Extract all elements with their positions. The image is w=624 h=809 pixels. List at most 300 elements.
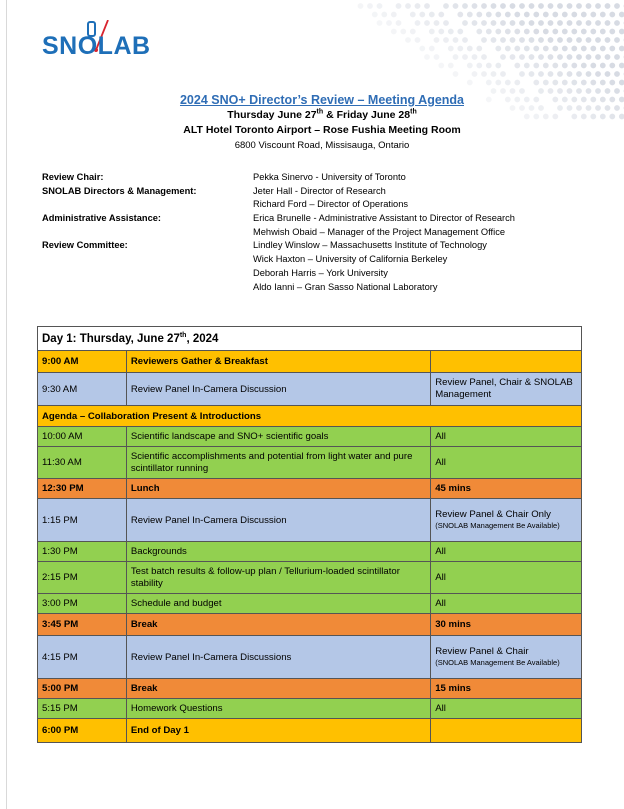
pattern-dot (519, 54, 525, 60)
pattern-dot (500, 54, 506, 60)
pattern-dot (557, 37, 563, 43)
pattern-dot (576, 20, 582, 26)
committee-row (42, 171, 582, 185)
day-header-row (38, 327, 582, 351)
pattern-dot (486, 80, 492, 86)
committee-row (42, 198, 582, 212)
pattern-dot (543, 63, 549, 69)
pattern-dot (481, 20, 487, 26)
item-cell: Scientific accomplishments and potential from light water and pure scintillator running (126, 447, 430, 479)
review-committee-list (42, 171, 582, 294)
snolab-logo (42, 20, 151, 64)
pattern-dot (419, 12, 425, 18)
pattern-dot (410, 29, 416, 35)
pattern-dot (453, 3, 459, 9)
pattern-dot (405, 37, 411, 43)
pattern-dot (491, 71, 497, 77)
pattern-dot (524, 29, 530, 35)
pattern-dot (529, 3, 535, 9)
pattern-dot (552, 63, 558, 69)
pattern-dot (415, 20, 421, 26)
pattern-dot (581, 63, 587, 69)
pattern-dot (590, 29, 596, 35)
time-cell: 2:15 PM (38, 562, 127, 594)
pattern-dot (543, 80, 549, 86)
pattern-dot (514, 29, 520, 35)
meeting-address: 6800 Viscount Road, Missisauga, Ontario (234, 140, 410, 151)
pattern-dot (590, 12, 596, 18)
item-cell: Review Panel In-Camera Discussion (126, 373, 430, 406)
committee-row (42, 267, 582, 281)
pattern-dot (429, 29, 435, 35)
pattern-dot (415, 3, 421, 9)
agenda-table (37, 326, 582, 743)
pattern-dot (600, 80, 606, 86)
pattern-dot (600, 46, 606, 52)
pattern-dot (619, 12, 624, 18)
pattern-dot (476, 46, 482, 52)
pattern-dot (614, 71, 620, 77)
pattern-dot (400, 29, 406, 35)
pattern-dot (424, 54, 430, 60)
pattern-dot (576, 37, 582, 43)
pattern-dot (453, 54, 459, 60)
duration-cell: 15 mins (431, 679, 582, 699)
attendee-cell: All (431, 562, 582, 594)
pattern-dot (529, 20, 535, 26)
pattern-dot (576, 71, 582, 77)
item-cell: Reviewers Gather & Breakfast (126, 351, 430, 373)
pattern-dot (510, 54, 516, 60)
pattern-dot (486, 29, 492, 35)
section-title: Agenda – Collaboration Present & Introductions (38, 406, 582, 427)
pattern-dot (605, 71, 611, 77)
committee-row (42, 253, 582, 267)
pattern-dot (614, 3, 620, 9)
pattern-dot (491, 37, 497, 43)
pattern-dot (533, 63, 539, 69)
logo-text: SNOLAB (42, 32, 151, 60)
pattern-dot (581, 12, 587, 18)
pattern-dot (505, 29, 511, 35)
pattern-dot (434, 20, 440, 26)
pattern-dot (567, 71, 573, 77)
person-name: Lindley Winslow – Massachusetts Institute of Technology (253, 240, 487, 251)
pattern-dot (571, 63, 577, 69)
table-row (38, 719, 582, 743)
table-row (38, 479, 582, 499)
time-cell: 5:00 PM (38, 679, 127, 699)
pattern-dot (500, 71, 506, 77)
pattern-dot (571, 12, 577, 18)
attendee-cell: All (431, 542, 582, 562)
pattern-dot (619, 63, 624, 69)
attendee-cell: All (431, 594, 582, 614)
pattern-dot (571, 29, 577, 35)
pattern-dot (457, 46, 463, 52)
pattern-dot (510, 37, 516, 43)
pattern-dot (581, 29, 587, 35)
pattern-dot (619, 29, 624, 35)
pattern-dot (519, 20, 525, 26)
pattern-dot (543, 12, 549, 18)
pattern-dot (486, 63, 492, 69)
time-cell: 9:00 AM (38, 351, 127, 373)
meeting-venue: ALT Hotel Toronto Airport – Rose Fushia Meeting Room (183, 124, 461, 136)
duration-cell: 30 mins (431, 614, 582, 636)
committee-row (42, 281, 582, 295)
pattern-dot (524, 46, 530, 52)
pattern-dot (505, 46, 511, 52)
pattern-dot (500, 37, 506, 43)
pattern-dot (443, 3, 449, 9)
role-label: SNOLAB Directors & Management: (42, 185, 197, 196)
pattern-dot (396, 3, 402, 9)
pattern-dot (609, 46, 615, 52)
person-name: Pekka Sinervo - University of Toronto (253, 172, 406, 182)
pattern-dot (557, 3, 563, 9)
item-cell: Break (126, 614, 430, 636)
pattern-dot (453, 71, 459, 77)
pattern-dot (476, 12, 482, 18)
pattern-dot (495, 29, 501, 35)
pattern-dot (605, 20, 611, 26)
pattern-dot (562, 46, 568, 52)
document-header (0, 92, 624, 153)
pattern-dot (443, 37, 449, 43)
pattern-dot (600, 12, 606, 18)
pattern-dot (567, 3, 573, 9)
item-cell: Review Panel In-Camera Discussions (126, 636, 430, 679)
pattern-dot (576, 54, 582, 60)
pattern-dot (619, 46, 624, 52)
item-cell: Scientific landscape and SNO+ scientific goals (126, 427, 430, 447)
person-name: Jeter Hall - Director of Research (253, 185, 386, 196)
pattern-dot (481, 3, 487, 9)
pattern-dot (476, 29, 482, 35)
time-cell: 9:30 AM (38, 373, 127, 406)
pattern-dot (586, 37, 592, 43)
pattern-dot (472, 54, 478, 60)
pattern-dot (567, 54, 573, 60)
time-cell: 12:30 PM (38, 479, 127, 499)
pattern-dot (481, 54, 487, 60)
pattern-dot (467, 12, 473, 18)
item-cell: Backgrounds (126, 542, 430, 562)
person-name: Deborah Harris – York University (253, 267, 388, 278)
attendee-cell: All (431, 447, 582, 479)
pattern-dot (495, 63, 501, 69)
pattern-dot (505, 80, 511, 86)
pattern-dot (600, 63, 606, 69)
pattern-dot (377, 3, 383, 9)
pattern-dot (519, 3, 525, 9)
time-cell: 1:30 PM (38, 542, 127, 562)
pattern-dot (481, 37, 487, 43)
attendee-cell (431, 719, 582, 743)
pattern-dot (557, 54, 563, 60)
pattern-dot (595, 54, 601, 60)
item-cell: End of Day 1 (126, 719, 430, 743)
pattern-dot (438, 63, 444, 69)
person-name: Mehwish Obaid – Manager of the Project Management Office (253, 226, 506, 237)
pattern-dot (434, 54, 440, 60)
time-cell: 4:15 PM (38, 636, 127, 679)
table-row (38, 447, 582, 479)
pattern-dot (533, 29, 539, 35)
pattern-dot (505, 12, 511, 18)
duration-cell: 45 mins (431, 479, 582, 499)
pattern-dot (562, 63, 568, 69)
pattern-dot (448, 46, 454, 52)
pattern-dot (529, 54, 535, 60)
pattern-dot (538, 3, 544, 9)
pattern-dot (491, 20, 497, 26)
pattern-dot (486, 12, 492, 18)
item-cell: Break (126, 679, 430, 699)
pattern-dot (595, 37, 601, 43)
pattern-dot (557, 20, 563, 26)
table-row (38, 499, 582, 542)
pattern-dot (434, 37, 440, 43)
pattern-dot (538, 37, 544, 43)
pattern-dot (514, 46, 520, 52)
pattern-dot (386, 20, 392, 26)
pattern-dot (443, 20, 449, 26)
person-name: Erica Brunelle - Administrative Assistant to Director of Research (253, 213, 515, 224)
pattern-dot (462, 54, 468, 60)
pattern-dot (467, 63, 473, 69)
pattern-dot (586, 54, 592, 60)
pattern-dot (495, 46, 501, 52)
pattern-dot (581, 80, 587, 86)
pattern-dot (595, 71, 601, 77)
pattern-dot (448, 63, 454, 69)
pattern-dot (552, 46, 558, 52)
pattern-dot (381, 12, 387, 18)
pattern-dot (424, 20, 430, 26)
pattern-dot (514, 63, 520, 69)
pattern-dot (614, 37, 620, 43)
pattern-dot (571, 80, 577, 86)
table-row (38, 679, 582, 699)
pattern-dot (590, 63, 596, 69)
pattern-dot (457, 12, 463, 18)
pattern-dot (562, 29, 568, 35)
pattern-dot (567, 20, 573, 26)
pattern-dot (548, 37, 554, 43)
pattern-dot (600, 29, 606, 35)
pattern-dot (410, 12, 416, 18)
person-name: Aldo Ianni – Gran Sasso National Laboratory (253, 281, 438, 292)
pattern-dot (457, 29, 463, 35)
person-name: Wick Haxton – University of California Berkeley (253, 254, 448, 265)
pattern-dot (495, 12, 501, 18)
pattern-dot (476, 63, 482, 69)
pattern-dot (453, 37, 459, 43)
pattern-dot (419, 46, 425, 52)
pattern-dot (391, 12, 397, 18)
pattern-dot (391, 29, 397, 35)
pattern-dot (595, 3, 601, 9)
pattern-dot (438, 29, 444, 35)
document-title: 2024 SNO+ Director’s Review – Meeting Agenda (179, 93, 464, 107)
pattern-dot (605, 54, 611, 60)
pattern-dot (519, 71, 525, 77)
pattern-dot (495, 80, 501, 86)
pattern-dot (595, 20, 601, 26)
pattern-dot (405, 3, 411, 9)
pattern-dot (462, 37, 468, 43)
pattern-dot (552, 29, 558, 35)
item-cell: Review Panel In-Camera Discussion (126, 499, 430, 542)
table-row (38, 351, 582, 373)
pattern-dot (367, 3, 373, 9)
attendee-cell: All (431, 699, 582, 719)
pattern-dot (562, 80, 568, 86)
pattern-dot (438, 12, 444, 18)
pattern-dot (581, 46, 587, 52)
role-label: Review Committee: (42, 240, 128, 251)
attendee-cell: Review Panel & Chair Only (SNOLAB Management Be Available) (431, 499, 582, 542)
pattern-dot (586, 3, 592, 9)
pattern-dot (538, 54, 544, 60)
attendee-cell: All (431, 427, 582, 447)
pattern-dot (467, 46, 473, 52)
pattern-dot (533, 12, 539, 18)
pattern-dot (576, 3, 582, 9)
pattern-dot (524, 12, 530, 18)
pattern-dot (472, 71, 478, 77)
pattern-dot (462, 20, 468, 26)
role-label: Review Chair: (42, 172, 104, 182)
pattern-dot (590, 46, 596, 52)
pattern-dot (586, 20, 592, 26)
pattern-dot (609, 12, 615, 18)
committee-row (42, 212, 582, 226)
time-cell: 3:45 PM (38, 614, 127, 636)
time-cell: 3:00 PM (38, 594, 127, 614)
table-row (38, 614, 582, 636)
pattern-dot (619, 80, 624, 86)
pattern-dot (529, 37, 535, 43)
pattern-dot (377, 20, 383, 26)
meeting-dates: Thursday June 27th & Friday June 28th (227, 108, 417, 121)
table-row (38, 542, 582, 562)
pattern-dot (533, 46, 539, 52)
pattern-dot (548, 3, 554, 9)
pattern-dot (548, 20, 554, 26)
pattern-dot (358, 3, 364, 9)
section-row (38, 406, 582, 427)
pattern-dot (510, 3, 516, 9)
pattern-dot (500, 3, 506, 9)
time-cell: 5:15 PM (38, 699, 127, 719)
table-row (38, 636, 582, 679)
pattern-dot (557, 71, 563, 77)
pattern-dot (567, 37, 573, 43)
pattern-dot (467, 80, 473, 86)
pattern-dot (614, 20, 620, 26)
pattern-dot (472, 20, 478, 26)
pattern-dot (548, 54, 554, 60)
role-label: Administrative Assistance: (42, 213, 162, 224)
person-name: Richard Ford – Director of Operations (253, 199, 409, 210)
pattern-dot (605, 37, 611, 43)
pattern-dot (533, 80, 539, 86)
pattern-dot (519, 37, 525, 43)
table-row (38, 427, 582, 447)
table-row (38, 373, 582, 406)
pattern-dot (605, 3, 611, 9)
attendee-cell (431, 351, 582, 373)
attendee-cell: Review Panel & Chair (SNOLAB Management Be Available) (431, 636, 582, 679)
attendee-cell: Review Panel, Chair & SNOLAB Management (431, 373, 582, 406)
pattern-dot (552, 12, 558, 18)
pattern-dot (462, 3, 468, 9)
pattern-dot (424, 3, 430, 9)
committee-row (42, 239, 582, 253)
pattern-dot (529, 71, 535, 77)
committee-row (42, 226, 582, 240)
pattern-dot (472, 3, 478, 9)
pattern-dot (491, 3, 497, 9)
pattern-dot (609, 80, 615, 86)
time-cell: 11:30 AM (38, 447, 127, 479)
pattern-dot (548, 71, 554, 77)
pattern-dot (429, 46, 435, 52)
pattern-dot (571, 46, 577, 52)
pattern-dot (514, 80, 520, 86)
pattern-dot (543, 46, 549, 52)
pattern-dot (481, 71, 487, 77)
item-cell: Schedule and budget (126, 594, 430, 614)
pattern-dot (429, 12, 435, 18)
pattern-dot (510, 20, 516, 26)
time-cell: 1:15 PM (38, 499, 127, 542)
table-row (38, 594, 582, 614)
day-title: Day 1: Thursday, June 27th, 2024 (38, 327, 582, 351)
pattern-dot (562, 12, 568, 18)
item-cell: Lunch (126, 479, 430, 499)
item-cell: Test batch results & follow-up plan / Tellurium-loaded scintillator stability (126, 562, 430, 594)
pattern-dot (538, 20, 544, 26)
pattern-dot (609, 63, 615, 69)
pattern-dot (500, 20, 506, 26)
table-row (38, 562, 582, 594)
pattern-dot (586, 71, 592, 77)
item-cell: Homework Questions (126, 699, 430, 719)
pattern-dot (543, 29, 549, 35)
pattern-dot (396, 20, 402, 26)
attendee-note: (SNOLAB Management Be Available) (435, 658, 560, 667)
pattern-dot (514, 12, 520, 18)
pattern-dot (372, 12, 378, 18)
pattern-dot (524, 63, 530, 69)
committee-row (42, 185, 582, 199)
pattern-dot (590, 80, 596, 86)
table-row (38, 699, 582, 719)
time-cell: 6:00 PM (38, 719, 127, 743)
pattern-dot (552, 80, 558, 86)
pattern-dot (448, 29, 454, 35)
pattern-dot (614, 54, 620, 60)
pattern-dot (609, 29, 615, 35)
pattern-dot (415, 37, 421, 43)
time-cell: 10:00 AM (38, 427, 127, 447)
pattern-dot (538, 71, 544, 77)
attendee-note: (SNOLAB Management Be Available) (435, 521, 560, 530)
